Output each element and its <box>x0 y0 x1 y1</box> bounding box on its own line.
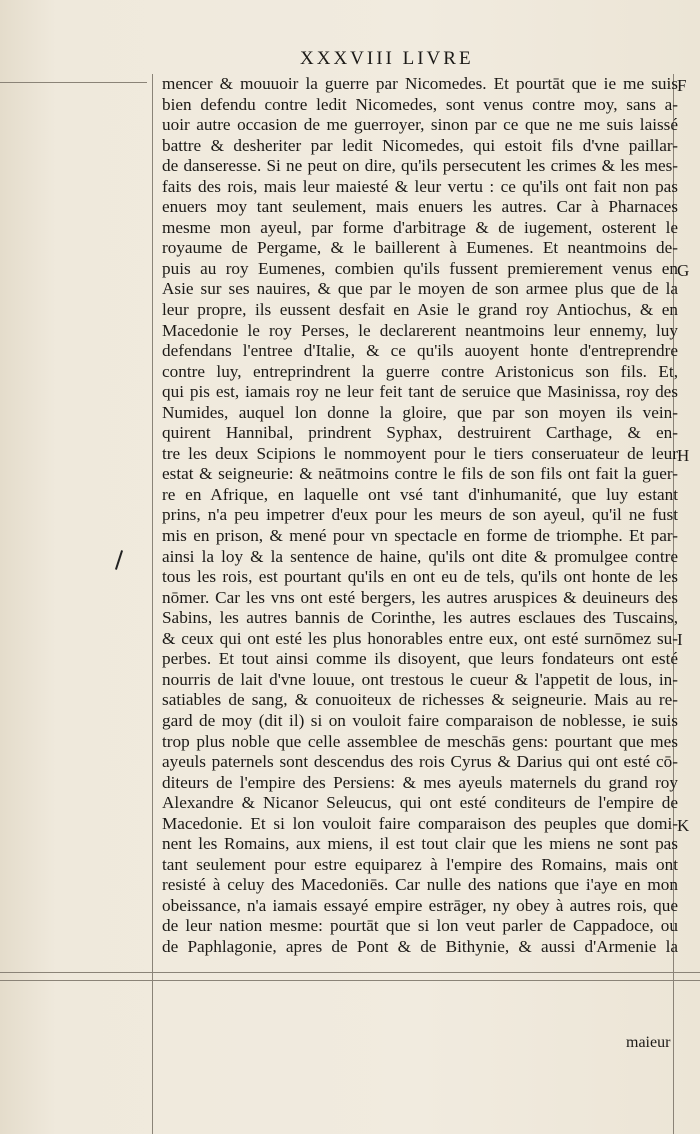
text-line: enuers moy tant seulement, mais enuers les autres. Car à Pharnaces <box>162 197 678 217</box>
text-line: de danseresse. Si ne peut on dire, qu'ils persecutent les crimes & les mes- <box>162 156 678 176</box>
text-line: mesme mon ayeul, par forme d'arbitrage & de iugement, osterent le <box>162 217 678 237</box>
text-line: contre luy, entreprindrent la guerre contre Aristonicus son fils. Et, <box>162 361 678 381</box>
margin-letter-i: I <box>677 630 683 649</box>
text-line: satiables de sang, & conuoiteux de richesses & seigneurie. Mais au re- <box>162 690 678 710</box>
text-line: battre & desheriter par ledit Nicomedes, qui estoit fils d'vne paillar- <box>162 135 678 155</box>
text-line: uoir autre occasion de me guerroyer, sinon par ce que ne me suis laissé <box>162 115 678 135</box>
running-head: XXXVIII LIVRE <box>300 48 474 69</box>
bottom-rule-2 <box>0 980 700 981</box>
text-line: Alexandre & Nicanor Seleucus, qui ont esté conditeurs de l'empire de <box>162 793 678 813</box>
text-line: tous les rois, est pourtant qu'ils en ont eu de tels, qu'ils ont honte de les <box>162 567 678 587</box>
margin-letter-g: G <box>677 261 690 280</box>
text-line: mencer & mouuoir la guerre par Nicomedes. Et pourtāt que ie me suis <box>162 74 678 93</box>
text-line: leur propre, ils eussent desfait en Asie le grand roy Antiochus, & en <box>162 300 678 320</box>
text-line: diteurs de l'empire des Persiens: & mes ayeuls maternels du grand roy <box>162 772 678 792</box>
text-line: nōmer. Car les vns ont esté bergers, les autres aruspices & deuineurs des <box>162 587 678 607</box>
text-line: Sabins, les autres bannis de Corinthe, les autres esclaues des Tuscains, <box>162 608 678 628</box>
text-line: mis en prison, & mené pour vn spectacle en forme de triomphe. Et par- <box>162 526 678 546</box>
text-line: re en Afrique, en laquelle ont vsé tant d'inhumanité, que luy estant <box>162 484 678 504</box>
margin-letter-h: H <box>677 446 690 465</box>
text-line: faits des rois, mais leur maiesté & leur vertu : ce qu'ils ont fait non pas <box>162 176 678 196</box>
margin-letter-k: K <box>677 816 690 835</box>
text-line: de leur nation mesme: pourtāt que si lon veut parler de Cappadoce, ou <box>162 916 678 936</box>
text-line: Asie sur ses nauires, & que par le moyen de son armee plus que de la <box>162 279 678 299</box>
text-line: resisté à celuy des Macedoniēs. Car nulle des nations que i'aye en mon <box>162 875 678 895</box>
text-line: de Paphlagonie, apres de Pont & de Bithynie, & aussi d'Armenie la <box>162 936 678 956</box>
text-line: gard de moy (dit il) si on vouloit faire comparaison de noblesse, ie suis <box>162 710 678 730</box>
text-line: qui pis est, iamais roy ne leur feit tant de seruice que Masinissa, roy des <box>162 382 678 402</box>
text-line: defendans l'entree d'Italie, & ce qu'ils auoyent honte d'entreprendre <box>162 341 678 361</box>
text-line: trop plus noble que celle assemblee de meschās gens: pourtant que mes <box>162 731 678 751</box>
text-line: Numides, auquel lon donne la gloire, que par son moyen ils vein- <box>162 402 678 422</box>
text-line: Macedonie. Et si lon vouloit faire comparaison des peuples que domi- <box>162 813 678 833</box>
body-text <box>162 74 678 958</box>
text-line: bien defendu contre ledit Nicomedes, sont venus contre moy, sans a- <box>162 94 678 114</box>
text-line: perbes. Et tout ainsi comme ils disoyent, que leurs fondateurs ont esté <box>162 649 678 669</box>
text-line: ayeuls paternels sont descendus des rois Cyrus & Darius qui ont esté cō- <box>162 752 678 772</box>
left-margin-rule <box>152 74 153 1134</box>
text-line: Macedonie le roy Perses, le declarerent neantmoins leur ennemy, luy <box>162 320 678 340</box>
text-line: & ceux qui ont esté les plus honorables entre eux, ont esté surnōmez su- <box>162 628 678 648</box>
text-line: tant seulement pour estre equiparez à l'empire des Romains, mais ont <box>162 854 678 874</box>
margin-letter-f: F <box>677 76 687 95</box>
pen-mark <box>115 550 123 570</box>
text-line: puis au roy Eumenes, combien qu'ils fussent premierement venus en <box>162 258 678 278</box>
text-line: royaume de Pergame, & le baillerent à Eumenes. Et neantmoins de- <box>162 238 678 258</box>
text-line: tre les deux Scipions le nommoyent pour le tiers conseruateur de leur <box>162 443 678 463</box>
text-line: prins, n'a peu impetrer d'eux pour les meurs de son ayeul, qu'il ne fust <box>162 505 678 525</box>
text-line: nent les Romains, aux miens, il est tout clair que les miens ne sont pas <box>162 834 678 854</box>
bottom-rule <box>0 972 700 973</box>
top-rule-left <box>0 82 147 83</box>
text-line: ainsi la loy & la sentence de haine, qu'ils ont dite & promulgee contre <box>162 546 678 566</box>
text-line: quirent Hannibal, prindrent Syphax, destruirent Carthage, & en- <box>162 423 678 443</box>
text-line: estat & seigneurie: & neātmoins contre le fils de son fils ont fait la guer- <box>162 464 678 484</box>
text-line: nourris de lait d'vne louue, ont trestous le cueur & l'appetit de lous, in- <box>162 669 678 689</box>
text-line: obeissance, n'a iamais essayé empire estrāger, ny obey à autres rois, que <box>162 895 678 915</box>
catchword: maieur <box>626 1034 671 1051</box>
